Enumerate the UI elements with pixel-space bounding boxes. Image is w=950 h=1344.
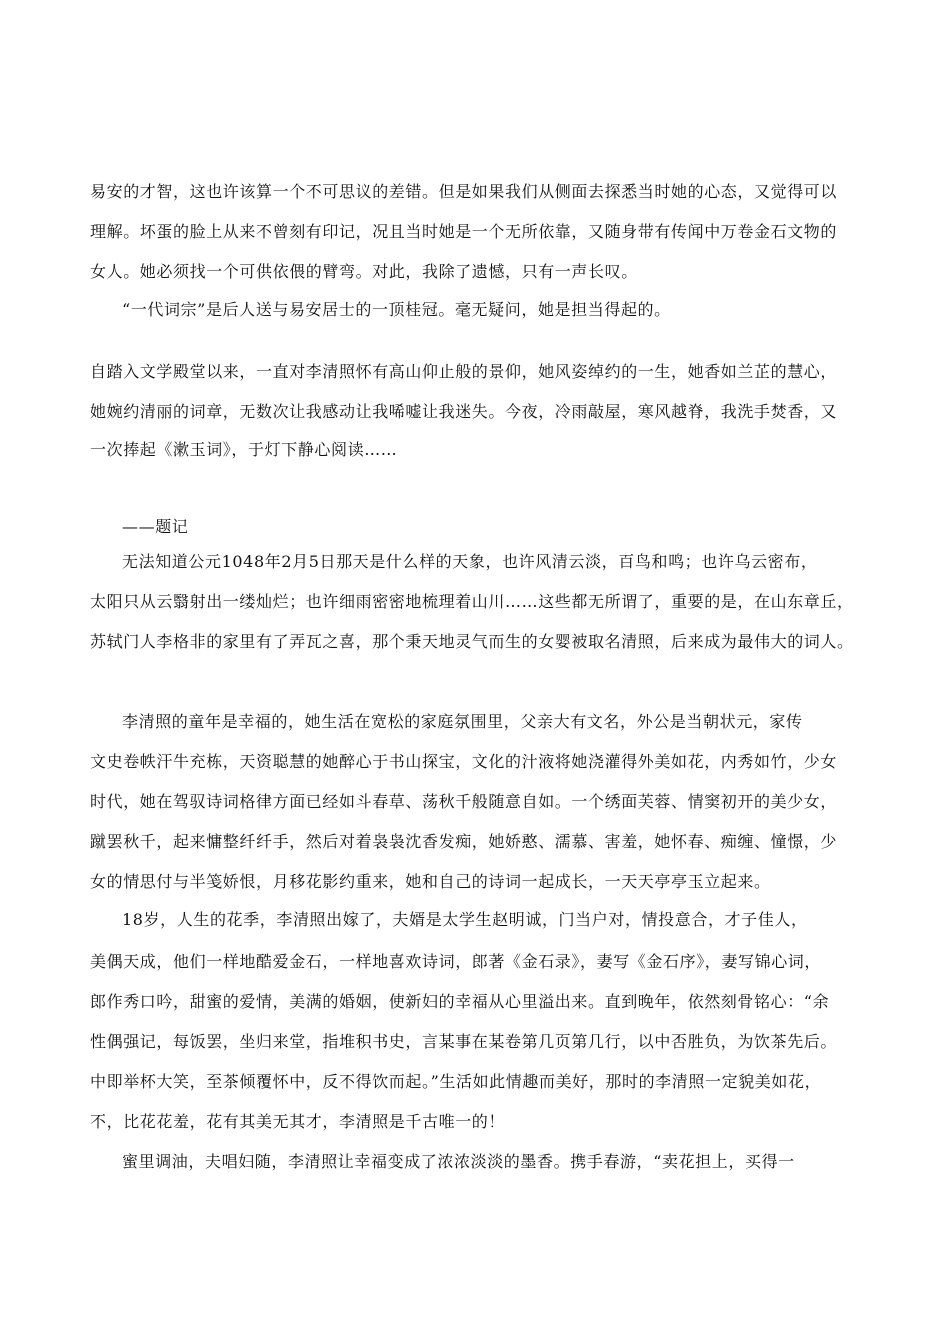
text-line: 文史卷帙汗牛充栋，天资聪慧的她醉心于书山探宝，文化的汁液将她浇灌得外美如花，内秀如竹，少女 [90, 752, 838, 771]
text-line: 郎作秀口吟，甜蜜的爱情，美满的婚姻，使新妇的幸福从心里溢出来。直到晚年，依然刻骨铭心：“余 [90, 992, 830, 1011]
text-line: 苏轼门人李格非的家里有了弄瓦之喜，那个秉天地灵气而生的女婴被取名清照，后来成为最伟大的词人。 [90, 632, 854, 651]
text-line: 女人。她必须找一个可供依偎的臂弯。对此，我除了遗憾，只有一声长叹。 [90, 262, 638, 281]
text-line: 易安的才智，这也许该算一个不可思议的差错。但是如果我们从侧面去探悉当时她的心态，又觉得可以 [90, 182, 838, 201]
text-line: 自踏入文学殿堂以来，一直对李清照怀有高山仰止般的景仰，她风姿绰约的一生，她香如兰芷的慧心， [90, 362, 838, 381]
inscription-signature: ——题记 [122, 517, 189, 536]
text-line: 一次捧起《漱玉词》，于灯下静心阅读…… [90, 440, 398, 459]
text-line: 女的情思付与半笺娇恨，月移花影约重来，她和自己的诗词一起成长，一天天亭亭玉立起来。 [90, 872, 771, 891]
text-line: 无法知道公元1048年2月5日那天是什么样的天象，也许风清云淡，百鸟和鸣；也许乌云密布， [122, 552, 818, 571]
text-line: 18岁，人生的花季，李清照出嫁了，夫婿是太学生赵明诚，门当户对，情投意合，才子佳人， [122, 910, 808, 929]
text-line: 太阳只从云翳射出一缕灿烂；也许细雨密密地梳理着山川……这些都无所谓了，重要的是，在山东章丘， [90, 592, 854, 611]
text-line: 中即举杯大笑，至茶倾覆怀中，反不得饮而起。”生活如此情趣而美好，那时的李清照一定貌美如花， [90, 1072, 822, 1091]
text-line: 李清照的童年是幸福的，她生活在宽松的家庭氛围里，父亲大有文名，外公是当朝状元，家传 [122, 712, 803, 731]
text-line: 美偶天成，他们一样地酷爱金石，一样地喜欢诗词，郎著《金石录》，妻写《金石序》，妻写锦心词， [90, 952, 822, 971]
text-line: 不，比花花羞，花有其美无其才，李清照是千古唯一的！ [90, 1112, 506, 1131]
text-line: 性偶强记，每饭罢，坐归来堂，指堆积书史，言某事在某卷第几页第几行，以中否胜负，为饮茶先后。 [90, 1032, 838, 1051]
text-line: 理解。坏蛋的脸上从来不曾刻有印记，况且当时她是一个无所依靠，又随身带有传闻中万卷金石文物的 [90, 222, 838, 241]
text-line: 蹴罢秋千，起来慵整纤纤手，然后对着袅袅沈香发痴，她娇憨、濡慕、害羞，她怀春、痴缠、憧憬，少 [90, 832, 838, 851]
text-line: 她婉约清丽的词章，无数次让我感动让我唏嘘让我迷失。今夜，冷雨敲屋，寒风越脊，我洗手焚香，又 [90, 402, 838, 421]
text-line: 时代，她在驾驭诗词格律方面已经如斗春草、荡秋千般随意自如。一个绣面芙蓉、情窦初开的美少女， [90, 792, 838, 811]
text-line: 蜜里调油，夫唱妇随，李清照让幸福变成了浓浓淡淡的墨香。携手春游，“卖花担上，买得一 [122, 1152, 795, 1171]
text-line: “一代词宗”是后人送与易安居士的一顶桂冠。毫无疑问，她是担当得起的。 [122, 300, 671, 319]
